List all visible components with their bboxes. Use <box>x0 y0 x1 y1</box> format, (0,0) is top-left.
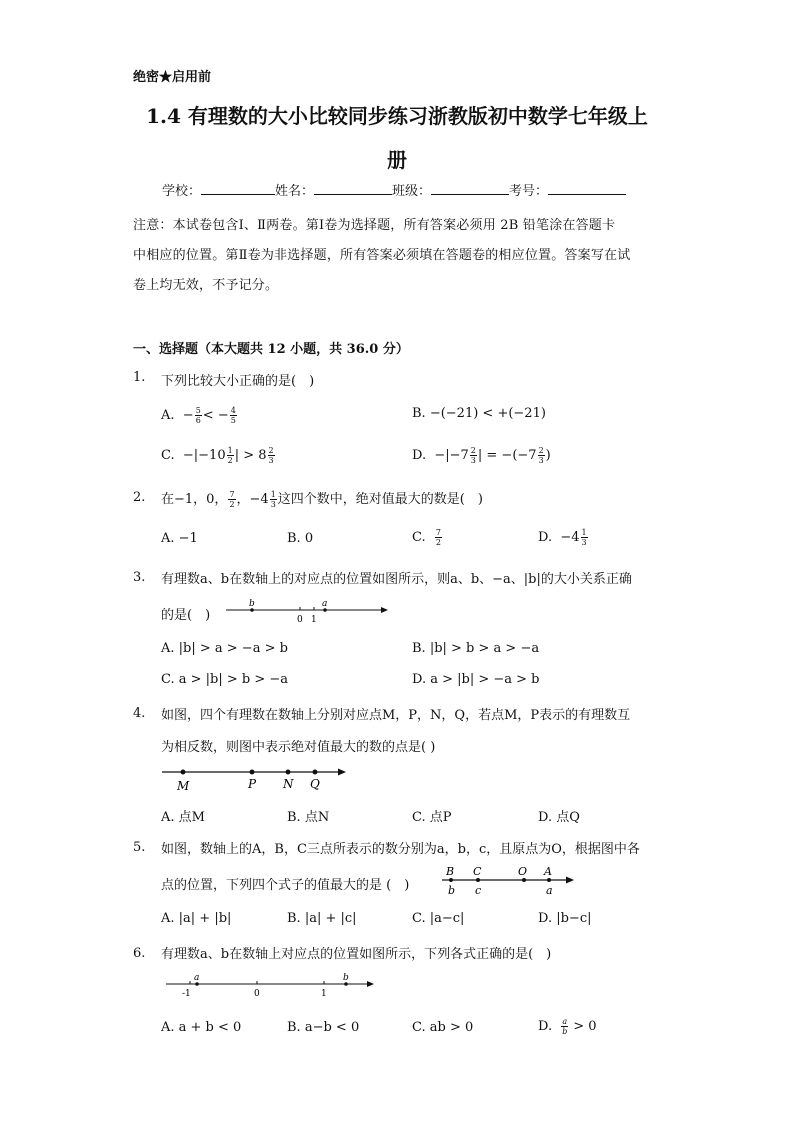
q4-option-d[interactable]: D. 点Q <box>538 810 580 825</box>
q5-number: 5. <box>133 840 146 855</box>
q2-option-c[interactable]: C. $\frac{7}{2}$ <box>412 528 441 547</box>
q6-label-neg1: -1 <box>182 989 191 999</box>
school-label: 学校： <box>162 184 202 199</box>
q3-option-a[interactable]: A. |b| > a > −a > b <box>161 641 288 656</box>
q3-label-1: 1 <box>311 615 317 624</box>
q3-option-b[interactable]: B. |b| > b > a > −a <box>412 641 540 656</box>
q4-option-c[interactable]: C. 点P <box>412 810 452 825</box>
q4-stem-line1: 如图，四个有理数在数轴上分别对应点M，P，N，Q，若点M，P表示的有理数互 <box>161 708 631 723</box>
q5-point-o <box>522 878 526 882</box>
q4-point-q <box>313 770 318 775</box>
q4-option-a[interactable]: A. 点M <box>161 810 205 825</box>
student-info-line <box>162 180 626 199</box>
q5-option-d[interactable]: D. |b−c| <box>538 911 592 926</box>
q6-option-c[interactable]: C. ab > 0 <box>412 1020 474 1035</box>
q3-label-a: a <box>322 599 328 609</box>
page-title-line2: 册 <box>387 148 407 172</box>
notice-line-2: 中相应的位置。第Ⅱ卷为非选择题，所有答案必须填在答题卷的相应位置。答案写在试 <box>133 248 631 263</box>
q5-number-line <box>440 862 580 898</box>
q3-option-d[interactable]: D. a > |b| > −a > b <box>412 672 540 687</box>
q6-label-a: a <box>194 973 200 983</box>
q1-stem: 下列比较大小正确的是( ) <box>161 374 315 389</box>
q3-stem-line2: 的是( ) <box>161 608 211 623</box>
name-label: 姓名： <box>275 184 315 199</box>
q4-option-b[interactable]: B. 点N <box>287 810 330 825</box>
q1-option-a[interactable]: A. − $\frac{5}{6}$ < − $\frac{4}{5}$ <box>161 406 236 425</box>
q3-option-c[interactable]: C. a > |b| > b > −a <box>161 672 289 687</box>
q3-label-b: b <box>249 599 255 609</box>
page-title-line1: 1.4 有理数的大小比较同步练习浙教版初中数学七年级上 <box>146 104 648 128</box>
q5-stem-line1: 如图，数轴上的A，B，C三点所表示的数分别为a，b，c，且原点为O，根据图中各 <box>161 842 640 857</box>
q5-label-lower-a: a <box>546 884 553 897</box>
q1-option-d[interactable]: D. −|−7 $\frac{2}{3}$ | = −(−7 $\frac{2}{3}$ ) <box>412 446 551 465</box>
q6-option-b[interactable]: B. a−b < 0 <box>287 1020 360 1035</box>
q6-label-1: 1 <box>321 989 327 999</box>
q3-stem-line1: 有理数a、b在数轴上的对应点的位置如图所示，则a、b、−a、|b|的大小关系正确 <box>161 572 632 587</box>
q5-label-upper-b: B <box>446 865 455 878</box>
q3-number: 3. <box>133 570 146 585</box>
q1-number: 1. <box>133 370 146 385</box>
q4-point-n <box>286 770 291 775</box>
q6-number-line <box>164 970 379 1002</box>
q6-label-b: b <box>343 973 349 983</box>
q4-label-n: N <box>283 777 294 791</box>
name-blank[interactable] <box>314 182 392 195</box>
q5-label-upper-o: O <box>518 865 528 878</box>
q6-option-a[interactable]: A. a + b < 0 <box>161 1020 242 1035</box>
q3-label-0: 0 <box>297 615 303 624</box>
q5-label-lower-b: b <box>448 884 456 897</box>
q5-option-a[interactable]: A. |a| + |b| <box>161 911 232 926</box>
exam-no-blank[interactable] <box>548 182 626 195</box>
q2-option-a[interactable]: A. −1 <box>161 531 198 546</box>
q3-number-line <box>222 596 392 624</box>
q5-point-b <box>449 878 453 882</box>
class-blank[interactable] <box>431 182 509 195</box>
q6-option-d[interactable]: D. $\frac{a}{b}$ > 0 <box>538 1017 597 1036</box>
secret-label: 绝密★启用前 <box>133 70 212 85</box>
q6-label-0: 0 <box>254 989 260 999</box>
notice-line-1: 注意：本试卷包含Ⅰ、Ⅱ两卷。第Ⅰ卷为选择题，所有答案必须用 2B 铅笔涂在答题卡 <box>133 218 616 233</box>
q4-number-line <box>160 762 350 796</box>
q4-stem-line2: 为相反数，则图中表示绝对值最大的数的点是( ) <box>161 740 436 755</box>
q5-label-upper-a: A <box>544 865 552 878</box>
q5-point-a <box>547 878 551 882</box>
school-blank[interactable] <box>201 182 275 195</box>
q2-option-d[interactable]: D. −4 $\frac{1}{3}$ <box>538 528 587 547</box>
q5-stem-line2: 点的位置，下列四个式子的值最大的是 ( ) <box>161 878 410 893</box>
q4-number: 4. <box>133 706 146 721</box>
q5-option-c[interactable]: C. |a−c| <box>412 911 465 926</box>
q4-point-m <box>181 770 186 775</box>
q1-option-c[interactable]: C. −|−10 $\frac{1}{2}$ | > 8 $\frac{2}{3}$ <box>161 446 274 465</box>
q5-label-upper-c: C <box>473 865 482 878</box>
q6-stem: 有理数a、b在数轴上对应点的位置如图所示，下列各式正确的是( ) <box>161 947 552 962</box>
q4-label-q: Q <box>310 777 320 791</box>
q6-number: 6. <box>133 946 146 961</box>
notice-line-3: 卷上均无效，不予记分。 <box>133 278 279 293</box>
q5-option-b[interactable]: B. |a| + |c| <box>287 911 357 926</box>
q4-point-p <box>250 770 255 775</box>
q1-option-b[interactable]: B. −(−21) < +(−21) <box>412 406 546 421</box>
exam-no-label: 考号： <box>509 184 549 199</box>
q2-option-b[interactable]: B. 0 <box>287 531 314 546</box>
q2-number: 2. <box>133 490 146 505</box>
q4-label-p: P <box>248 777 257 791</box>
q2-stem: 在−1，0， $\frac{7}{2}$ ，−4 $\frac{1}{3}$ 这四个数中，绝对值最大的数是( ) <box>161 490 483 509</box>
class-label: 班级： <box>392 184 432 199</box>
q5-label-lower-c: c <box>475 884 482 897</box>
q5-point-c <box>476 878 480 882</box>
q4-label-m: M <box>177 779 190 793</box>
section-title: 一、选择题（本大题共 12 小题，共 36.0 分） <box>133 342 409 357</box>
